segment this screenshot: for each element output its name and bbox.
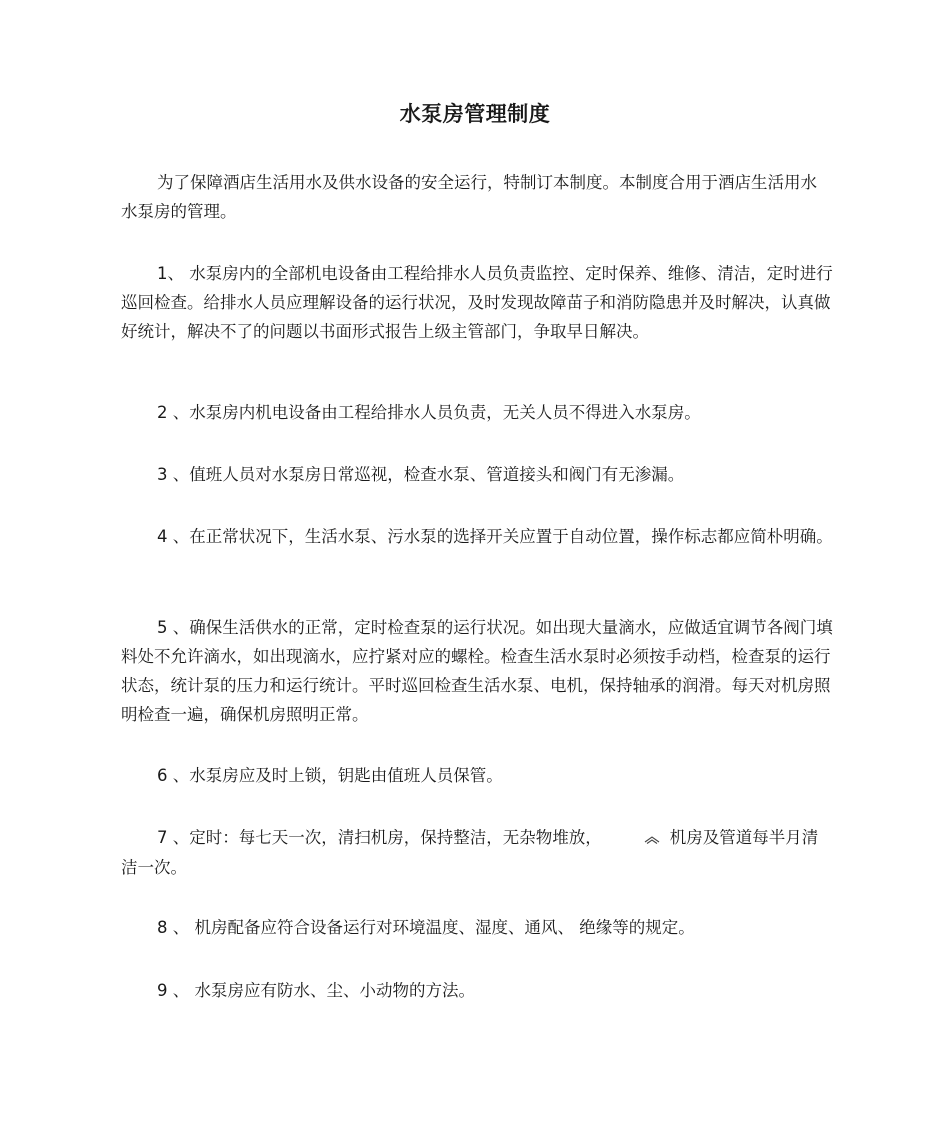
document-title: 水泵房管理制度 — [399, 102, 551, 126]
rule-text: 机房配备应符合设备运行对环境温度、湿度、通风、 绝缘等的规定。 — [189, 918, 695, 937]
rule-item-8 — [121, 913, 833, 942]
rule-item-2 — [121, 398, 833, 427]
rule-item-7 — [121, 823, 833, 882]
rule-number: 8 、 — [157, 918, 190, 937]
rule-number: 9 、 — [157, 981, 190, 1000]
rule-text-part-a: 定时：每七天一次，清扫机房，保持整洁，无杂物堆放， — [189, 828, 602, 847]
rule-text: 水泵房内的全部机电设备由工程给排水人员负责监控、定时保养、维修、清洁，定时进行巡回检查。给排水人员应理解设备的运行状况，及时发现故障苗子和消防隐患并及时解决，认真做好统计，解决不了的问题以书面形式报告上级主管部门，争取早日解决。 — [121, 264, 833, 341]
rule-number: 7 、 — [157, 828, 190, 847]
intro-paragraph: 为了保障酒店生活用水及供水设备的安全运行，特制订本制度。本制度合用于酒店生活用水水泵房的管理。 — [121, 173, 817, 221]
rule-text: 确保生活供水的正常，定时检查泵的运行状况。如出现大量滴水，应做适宜调节各阀门填料处不允许滴水，如出现滴水，应拧紧对应的螺栓。检查生活水泵时必须按手动档，检查泵的运行状态，统计泵的压力和运行统计。平时巡回检查生活水泵、电机，保持轴承的润滑。每天对机房照明检查一遍，确保机房照明正常。 — [121, 618, 833, 724]
rule-number: 4 、 — [157, 527, 190, 546]
rule-text: 水泵房应及时上锁，钥匙由值班人员保管。 — [189, 766, 503, 785]
rule-text: 水泵房应有防水、尘、小动物的方法。 — [189, 981, 475, 1000]
rule-number: 2 、 — [157, 403, 190, 422]
rule-text-part-b: 机房及管道每半月清洁一次。 — [121, 828, 819, 877]
rule-number: 1、 — [157, 264, 184, 283]
rule-item-9 — [121, 976, 833, 1005]
rule-item-4 — [121, 522, 833, 551]
rule-item-3 — [121, 460, 833, 489]
rule-text: 值班人员对水泵房日常巡视，检查水泵、管道接头和阀门有无渗漏。 — [189, 465, 685, 484]
rule-number: 5 、 — [157, 618, 190, 637]
rule-number: 6 、 — [157, 766, 190, 785]
rule-item-5 — [121, 613, 833, 729]
rule-text: 在正常状况下，生活水泵、污水泵的选择开关应置于自动位置，操作标志都应简朴明确。 — [189, 527, 833, 546]
double-chevron-up-icon — [608, 824, 660, 853]
rule-text: 水泵房内机电设备由工程给排水人员负责，无关人员不得进入水泵房。 — [189, 403, 701, 422]
rule-item-6 — [121, 761, 833, 790]
rule-item-1 — [121, 259, 833, 346]
rule-number: 3 、 — [157, 465, 190, 484]
